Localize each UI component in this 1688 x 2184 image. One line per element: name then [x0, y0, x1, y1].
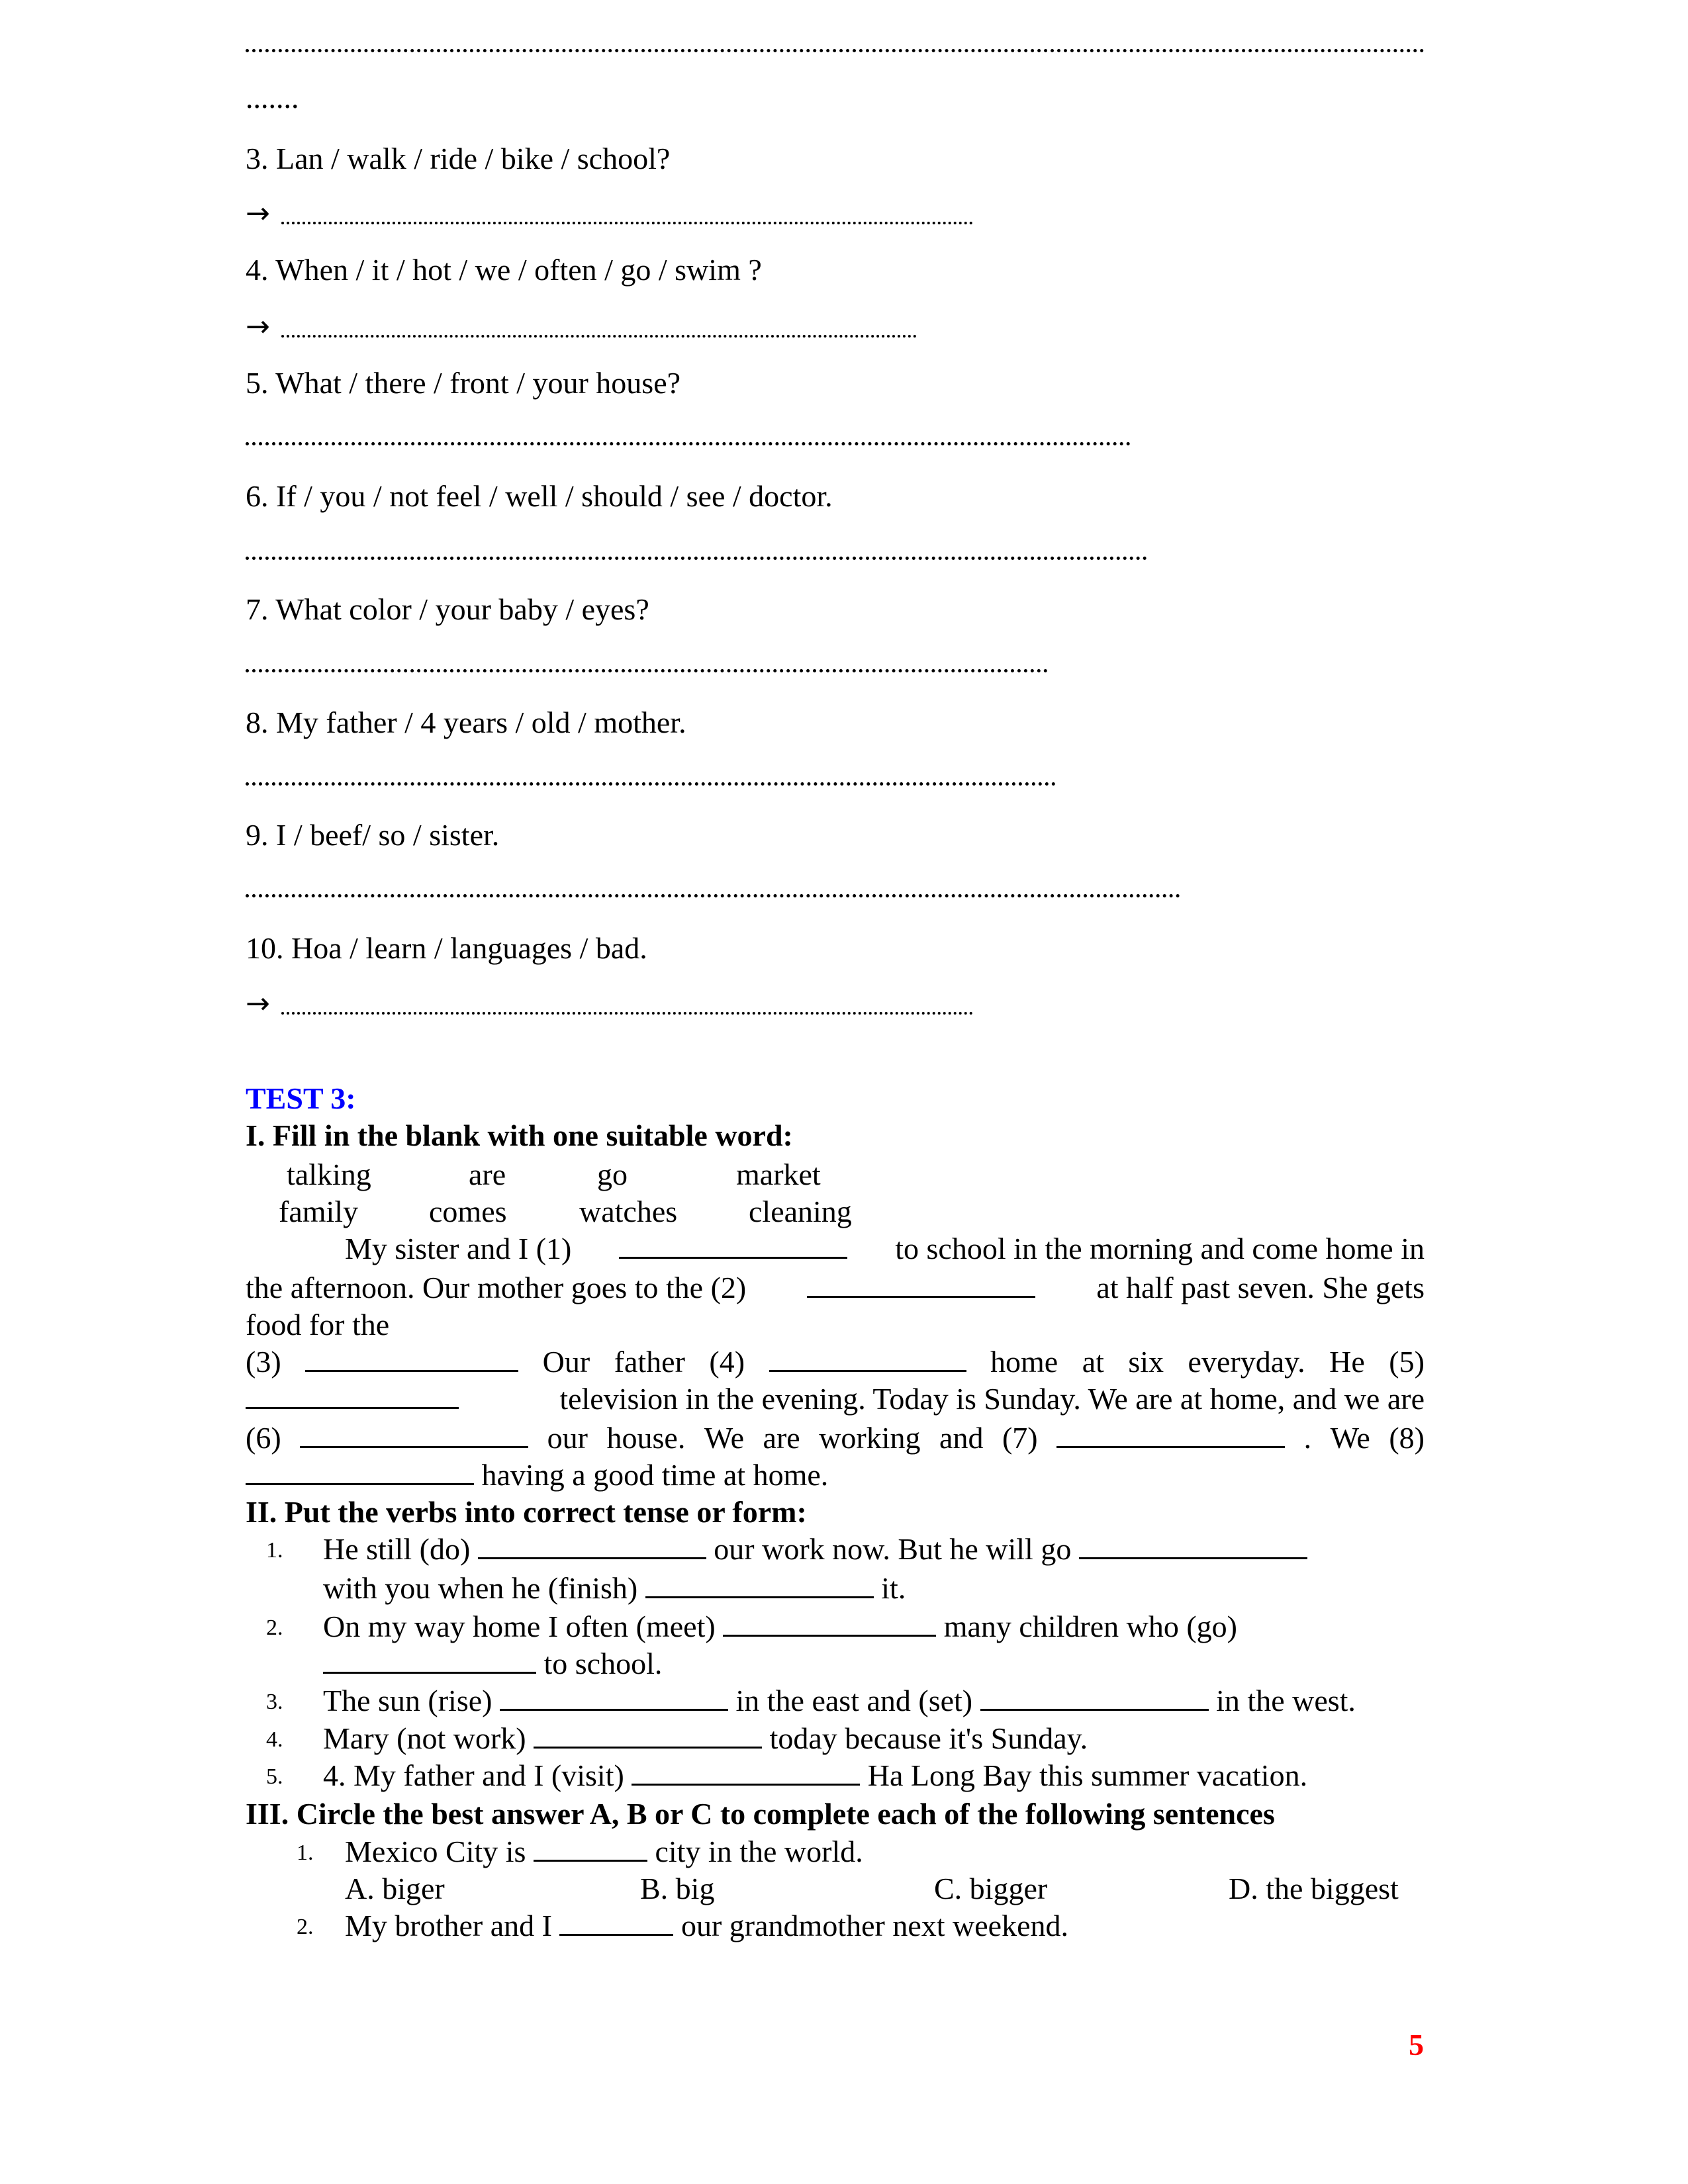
text: having a good time at home.	[481, 1458, 829, 1492]
text: house.	[606, 1421, 686, 1455]
text: with you when he (finish)	[323, 1571, 638, 1605]
text: 4. My father and I (visit)	[323, 1758, 624, 1792]
text: Ha Long Bay this summer vacation.	[867, 1758, 1308, 1792]
text: home	[990, 1345, 1058, 1379]
answer-line	[246, 49, 1425, 52]
option-d[interactable]: D. the biggest	[1229, 1872, 1399, 1905]
text: He still (do)	[323, 1532, 471, 1566]
text: We	[704, 1421, 745, 1455]
text: to school in the morning and come home in	[895, 1232, 1425, 1265]
answer-line[interactable]	[246, 557, 1147, 560]
text: our grandmother next weekend.	[680, 1909, 1069, 1942]
text: Mexico City is	[345, 1835, 526, 1868]
question-6: 6. If / you / not feel / well / should / see / doctor.	[246, 479, 833, 513]
blank-2[interactable]	[807, 1269, 1035, 1298]
text: many children who (go)	[943, 1610, 1237, 1643]
right-arrow-icon: →	[246, 310, 270, 343]
section-1-heading: I. Fill in the blank with one suitable word:	[246, 1118, 793, 1152]
mc-item-1	[345, 1833, 863, 1870]
word: cleaning	[749, 1195, 852, 1228]
option-a[interactable]: A. biger	[345, 1872, 445, 1905]
blank-7[interactable]	[1056, 1420, 1285, 1448]
question-5: 5. What / there / front / your house?	[246, 366, 681, 400]
text: (8)	[1389, 1421, 1425, 1455]
text: six	[1128, 1345, 1164, 1379]
text: (3)	[246, 1345, 281, 1379]
blank[interactable]	[632, 1757, 860, 1786]
paragraph-line	[246, 1457, 828, 1494]
question-3: 3. Lan / walk / ride / bike / school?	[246, 142, 671, 175]
item-number: 4.	[266, 1727, 283, 1752]
answer-continuation: .......	[246, 81, 299, 114]
answer-line[interactable]	[281, 335, 917, 338]
text: (4)	[709, 1345, 745, 1379]
question-7: 7. What color / your baby / eyes?	[246, 592, 649, 626]
text: Our	[542, 1345, 590, 1379]
blank[interactable]	[645, 1570, 874, 1598]
right-arrow-icon: →	[246, 197, 270, 230]
text: in the east and (set)	[735, 1684, 973, 1717]
text: our work now. But he will go	[714, 1532, 1072, 1566]
blank-3[interactable]	[305, 1343, 518, 1372]
word: are	[469, 1158, 506, 1191]
paragraph-line	[246, 1381, 1425, 1418]
section-3-heading: III. Circle the best answer A, B or C to complete each of the following sentences	[246, 1797, 1275, 1831]
text: working	[819, 1421, 921, 1455]
text: it.	[881, 1571, 906, 1605]
blank[interactable]	[723, 1608, 936, 1637]
question-4: 4. When / it / hot / we / often / go / swim ?	[246, 253, 762, 287]
text: the afternoon. Our mother goes to the (2)	[246, 1271, 747, 1304]
answer-line[interactable]	[246, 669, 1048, 672]
text: father	[614, 1345, 685, 1379]
text: everyday.	[1188, 1345, 1305, 1379]
answer-line[interactable]	[281, 1012, 973, 1015]
question-10: 10. Hoa / learn / languages / bad.	[246, 931, 647, 965]
test-title: TEST 3:	[246, 1081, 356, 1115]
item-number: 3.	[266, 1690, 283, 1714]
blank[interactable]	[534, 1720, 762, 1749]
verb-item-5	[323, 1757, 1307, 1794]
text: .	[1303, 1421, 1312, 1455]
text: at half past seven. She gets	[1096, 1271, 1425, 1304]
blank[interactable]	[980, 1682, 1209, 1711]
text: Mary (not work)	[323, 1721, 526, 1755]
text: He	[1329, 1345, 1365, 1379]
page-number: 5	[1409, 2028, 1424, 2062]
text: are	[763, 1421, 800, 1455]
paragraph-line: food for the	[246, 1308, 390, 1342]
paragraph-line	[246, 1269, 1425, 1306]
text: We	[1330, 1421, 1370, 1455]
blank-1[interactable]	[619, 1230, 847, 1259]
item-number: 1.	[297, 1841, 314, 1865]
text: (6)	[246, 1421, 281, 1455]
text: and	[939, 1421, 984, 1455]
text: (5)	[1389, 1345, 1425, 1379]
word: comes	[429, 1195, 507, 1228]
question-8: 8. My father / 4 years / old / mother.	[246, 705, 686, 739]
blank-8[interactable]	[246, 1457, 474, 1485]
right-arrow-icon: →	[246, 987, 270, 1021]
verb-item-1	[323, 1531, 1307, 1568]
verb-item-2-cont	[323, 1645, 662, 1682]
answer-line[interactable]	[246, 782, 1056, 786]
mc-item-2	[345, 1907, 1068, 1944]
word: family	[279, 1195, 359, 1228]
text: On my way home I often (meet)	[323, 1610, 716, 1643]
blank[interactable]	[559, 1907, 673, 1936]
text: our	[547, 1421, 588, 1455]
answer-line[interactable]	[246, 894, 1180, 897]
word: go	[597, 1158, 628, 1191]
text: (7)	[1002, 1421, 1038, 1455]
blank[interactable]	[1079, 1531, 1307, 1559]
paragraph-line	[246, 1420, 1425, 1457]
blank-5[interactable]	[246, 1381, 459, 1409]
verb-item-3	[323, 1682, 1356, 1719]
option-c[interactable]: C. bigger	[934, 1872, 1048, 1905]
item-number: 2.	[297, 1915, 314, 1939]
text: My sister and I (1)	[345, 1232, 572, 1265]
text: television in the evening. Today is Sunday. We are at home, and we are	[559, 1382, 1425, 1416]
question-9: 9. I / beef/ so / sister.	[246, 818, 500, 852]
option-b[interactable]: B. big	[640, 1872, 715, 1905]
text: My brother and I	[345, 1909, 552, 1942]
text: in the west.	[1216, 1684, 1356, 1717]
item-number: 2.	[266, 1615, 283, 1640]
paragraph-line	[246, 1343, 1425, 1381]
text: today because it's Sunday.	[769, 1721, 1088, 1755]
text: to school.	[543, 1647, 663, 1680]
answer-line[interactable]	[246, 442, 1131, 445]
word: talking	[287, 1158, 371, 1191]
blank-4[interactable]	[769, 1343, 966, 1372]
word: watches	[579, 1195, 678, 1228]
answer-line[interactable]	[281, 222, 973, 224]
verb-item-4	[323, 1720, 1088, 1757]
text: at	[1082, 1345, 1104, 1379]
item-number: 1.	[266, 1538, 283, 1563]
text: city in the world.	[655, 1835, 863, 1868]
word: market	[736, 1158, 821, 1191]
blank[interactable]	[323, 1645, 536, 1674]
item-number: 5.	[266, 1764, 283, 1789]
paragraph-line	[345, 1230, 1425, 1267]
blank[interactable]	[534, 1833, 647, 1862]
blank[interactable]	[500, 1682, 728, 1711]
verb-item-1-cont	[323, 1570, 906, 1607]
section-2-heading: II. Put the verbs into correct tense or form:	[246, 1495, 807, 1529]
verb-item-2	[323, 1608, 1237, 1645]
blank-6[interactable]	[300, 1420, 528, 1448]
blank[interactable]	[478, 1531, 706, 1559]
text: The sun (rise)	[323, 1684, 492, 1717]
